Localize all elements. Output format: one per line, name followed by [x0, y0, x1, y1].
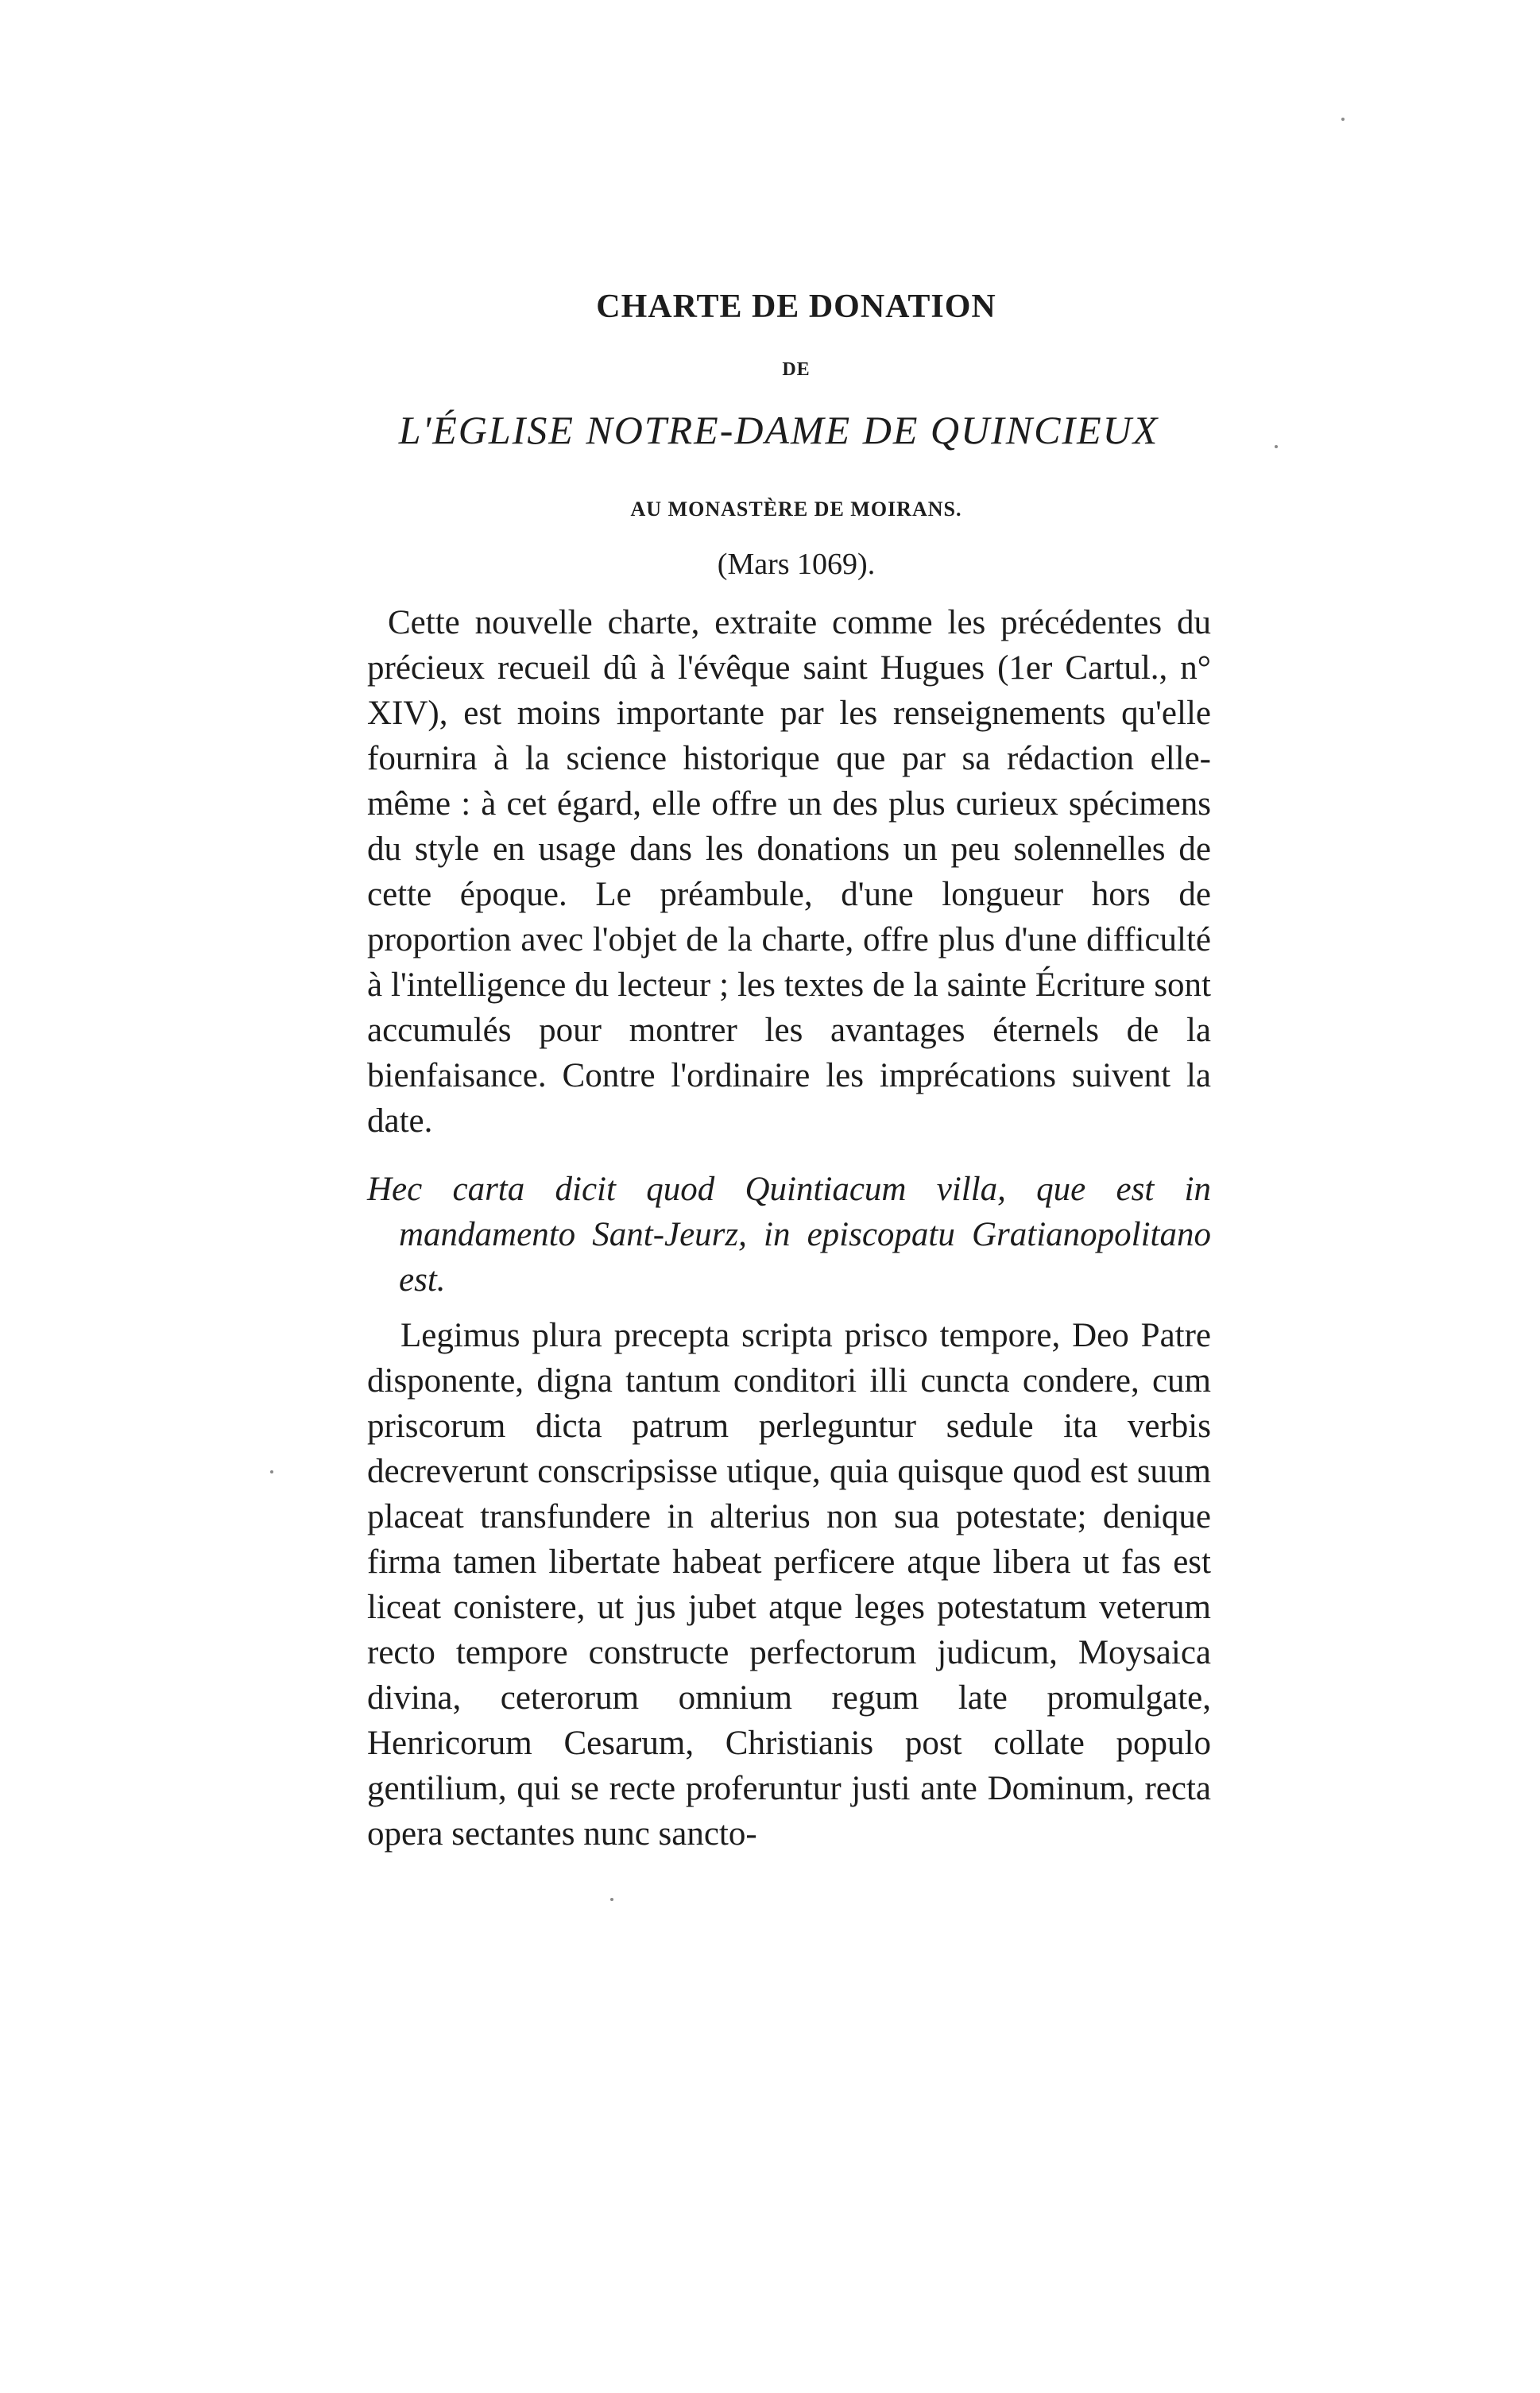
- charter-title: CHARTE DE DONATION: [596, 288, 996, 325]
- paper-speck: [270, 1470, 273, 1473]
- paper-speck: [1341, 118, 1345, 121]
- church-name-heading: L'ÉGLISE NOTRE-DAME DE QUINCIEUX: [398, 408, 1159, 452]
- intro-paragraph-text: Cette nouvelle charte, extraite comme les précédentes du précieux recueil dû à l'évêque saint Hugues (1er Cartul., n° XIV), est moins importante par les renseignements qu'elle fournira à la science historique que par sa rédaction elle-même : à cet égard, elle offre un des plus curieux spécimens du style en usage dans les donations un peu solennelles de cette époque. Le préambule, d'une longueur hors de proportion avec l'objet de la charte, offre plus d'une difficulté à l'intelligence du lecteur ; les textes de la sainte Écriture sont accumulés pour montrer les avantages éternels de la bienfaisance. Contre l'ordinaire les imprécations suivent la date.: [367, 604, 1211, 1140]
- charter-date: (Mars 1069).: [717, 548, 876, 581]
- latin-heading: [367, 1167, 1211, 1303]
- latin-paragraph: [367, 1313, 1211, 1857]
- intro-paragraph: [367, 600, 1211, 1144]
- paper-speck: [1275, 445, 1278, 448]
- latin-paragraph-text: Legimus plura precepta scripta prisco tempore, Deo Patre disponente, digna tantum conditori illi cuncta condere, cum priscorum dicta patrum perleguntur sedule ita verbis decreverunt conscripsisse utique, quia quisque quod est suum placeat transfundere in alterius non sua potestate; denique firma tamen libertate habeat perficere atque libera ut fas est liceat conistere, ut jus jubet atque leges potestatum veterum recto tempore constructe perfectorum judicum, Moysaica divina, ceterorum omnium regum late promulgate, Henricorum Cesarum, Christianis post collate populo gentilium, qui se recte proferuntur justi ante Dominum, recta opera sectantes nunc sancto-: [367, 1317, 1211, 1853]
- latin-heading-text: Hec carta dicit quod Quintiacum villa, que est in mandamento Sant-Jeurz, in episcopatu Gratianopolitano est.: [367, 1171, 1211, 1299]
- monastery-subtitle: AU MONASTÈRE DE MOIRANS.: [630, 498, 962, 521]
- paper-speck: [610, 1898, 613, 1901]
- title-connector: DE: [782, 359, 811, 380]
